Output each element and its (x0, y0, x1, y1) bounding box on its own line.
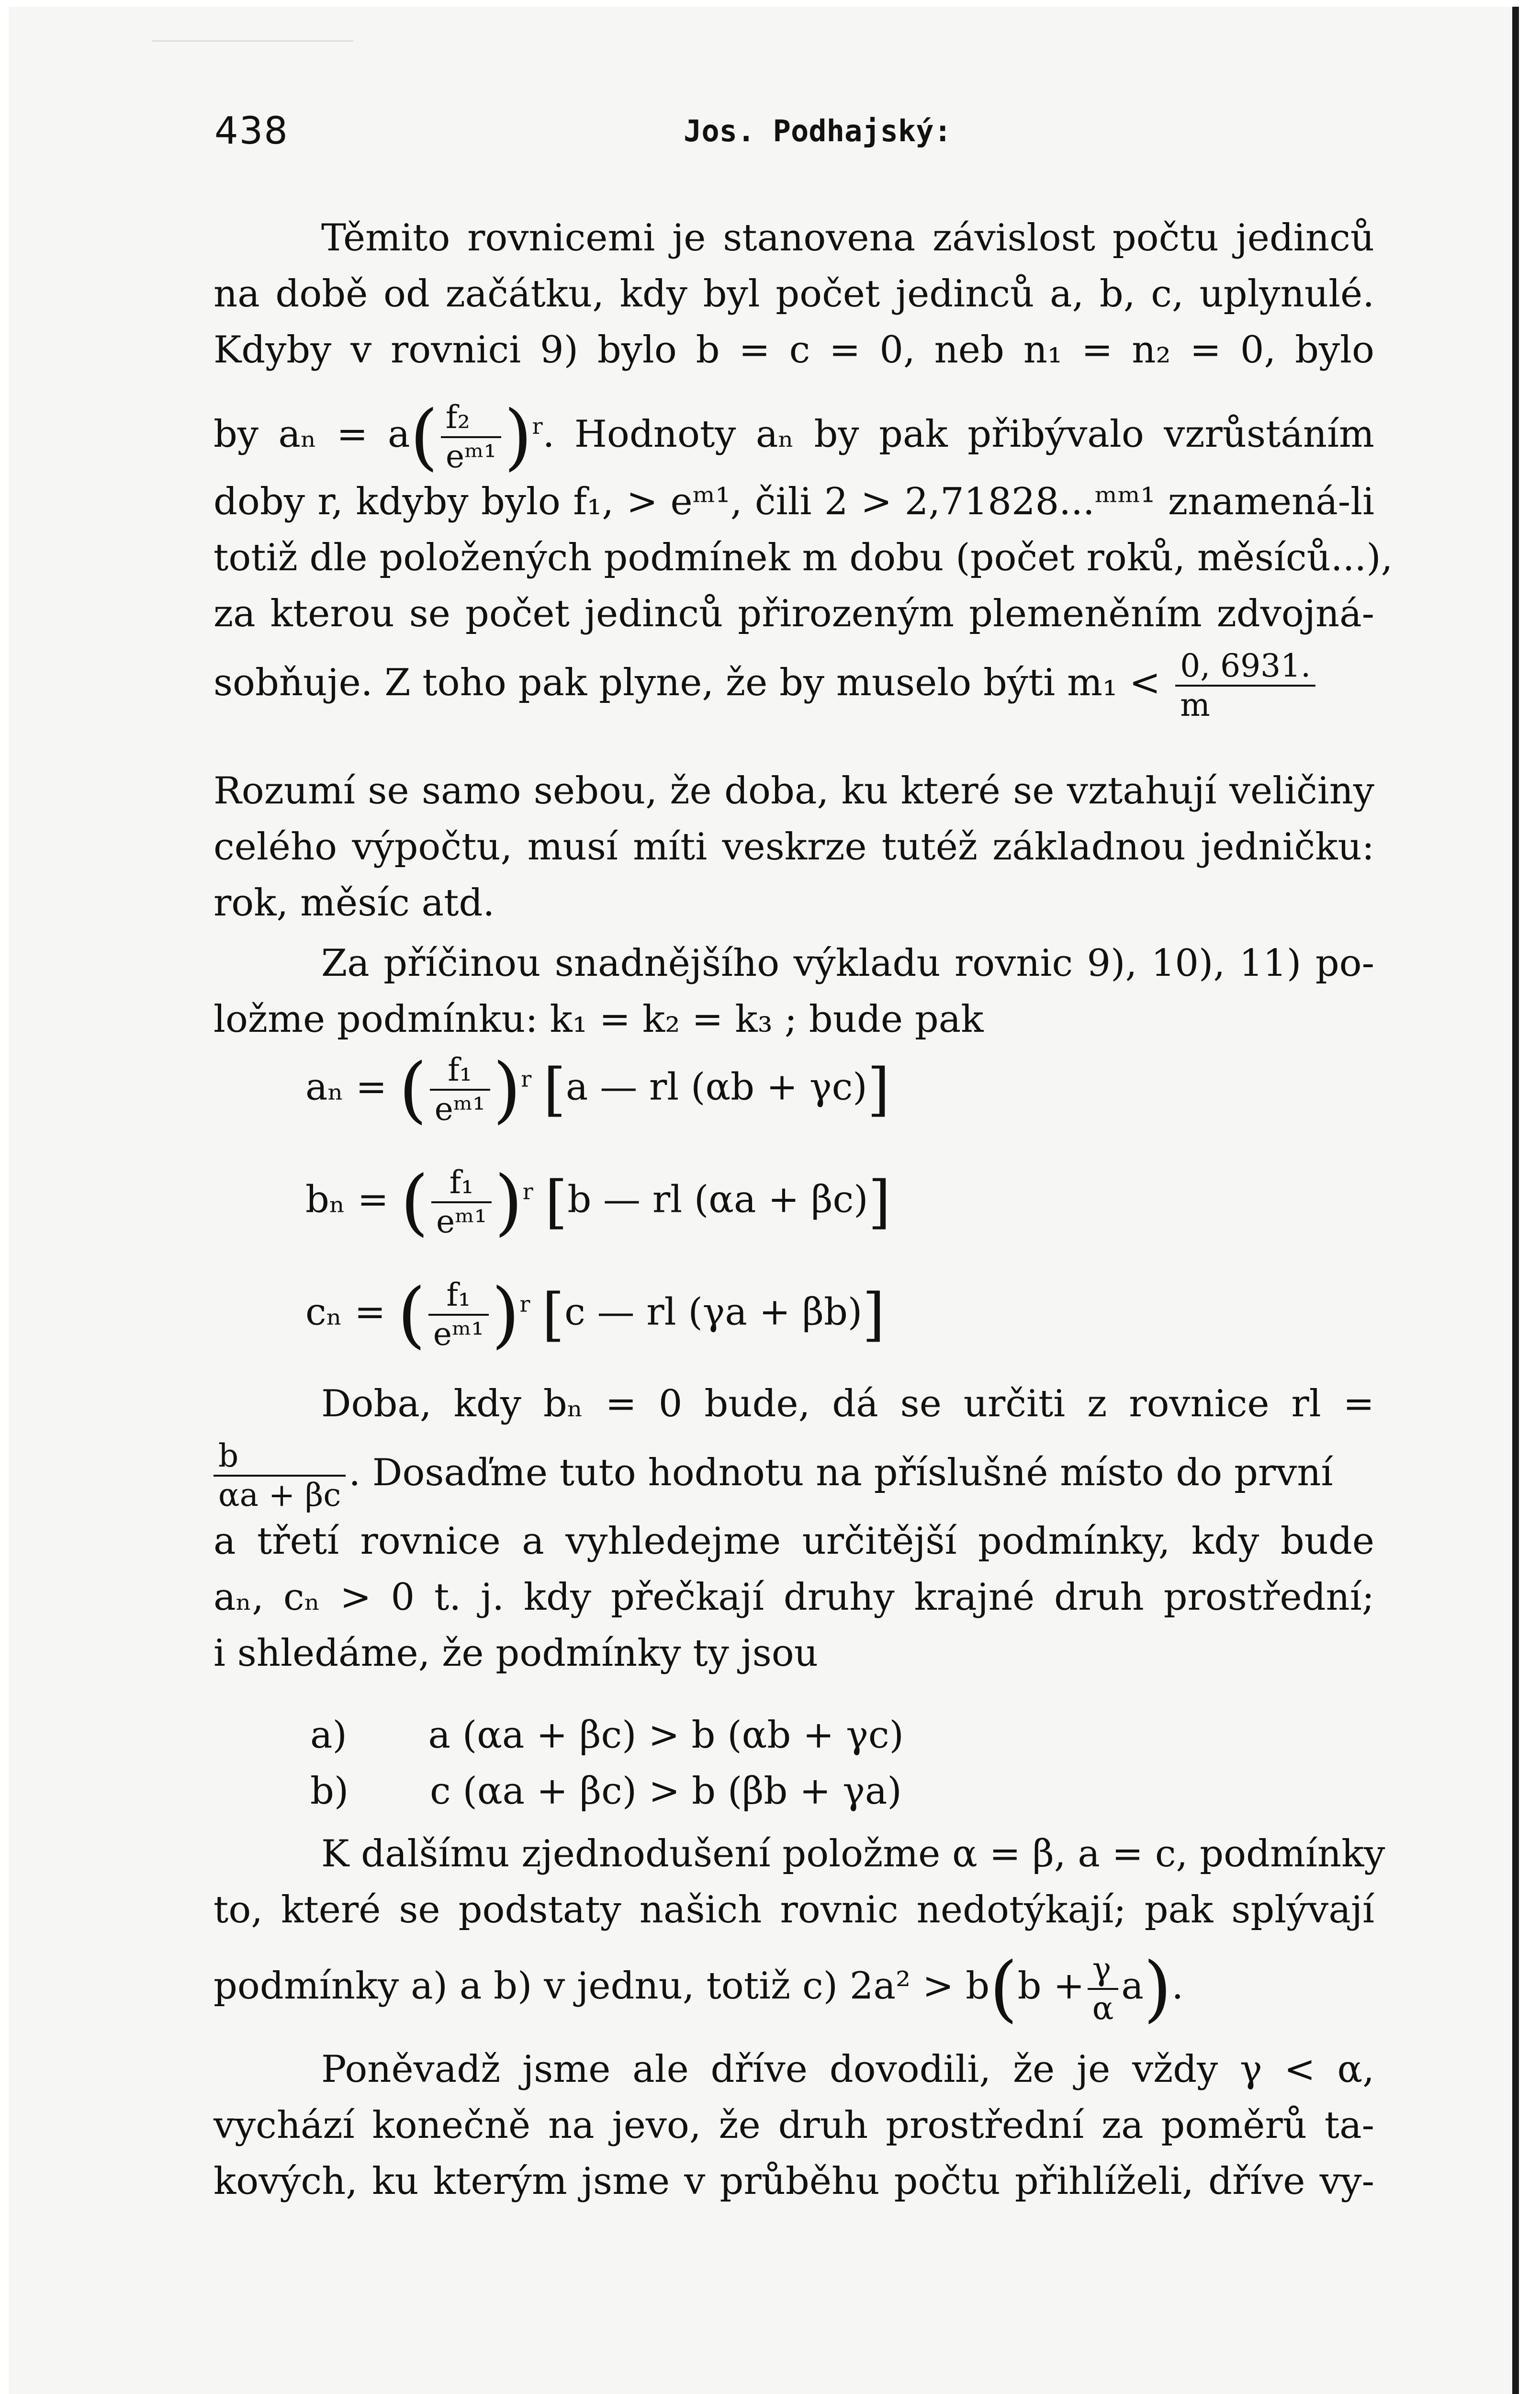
text-line-formula (214, 1938, 1374, 2034)
fraction-denominator: α (1092, 1989, 1114, 2027)
paren-close: ) (504, 395, 532, 479)
fraction-numerator: γ (1088, 1954, 1119, 1990)
condition-text: a (αa + βc) > b (αb + γc) (428, 1714, 904, 1757)
fraction-denominator: eᵐ¹ (446, 438, 497, 475)
paren-open: ( (397, 1273, 426, 1356)
paren-close: ) (493, 1048, 521, 1131)
condition-label: a) (310, 1714, 347, 1757)
paragraph-6 (214, 2042, 1374, 2210)
condition-label: b) (310, 1770, 349, 1813)
formula-suffix: . (1171, 1965, 1184, 2008)
paren-open: ( (400, 1161, 429, 1244)
scanned-page (9, 7, 1519, 2394)
equation-lhs: aₙ = (305, 1065, 387, 1109)
exponent: r (522, 1178, 533, 1205)
fraction-denominator: m (1180, 686, 1210, 723)
text-line: vychází konečně na jevo, že druh prostřední za poměrů ta- (214, 2104, 1374, 2147)
condition-text: c (αa + βc) > b (βb + γa) (429, 1770, 902, 1813)
fraction (214, 1437, 346, 1513)
paragraph-1 (214, 210, 1393, 723)
bracket-close: ] (867, 1056, 890, 1123)
bracket-open: [ (543, 1056, 566, 1123)
fraction-denominator: αa + βc (218, 1476, 341, 1513)
formula-inner: b + (1017, 1965, 1085, 2008)
text-line: za kterou se počet jedinců přirozeným plemeněním zdvojná- (214, 592, 1374, 635)
fraction (441, 398, 501, 475)
paren-close: ) (495, 1161, 523, 1244)
formula-prefix: podmínky a) a b) v jednu, totiž c) 2a² > b (214, 1965, 990, 2008)
bracket-close: ] (868, 1169, 891, 1236)
exponent: r (519, 1291, 530, 1317)
equation-c (305, 1273, 885, 1356)
text-line: kových, ku kterým jsme v průběhu počtu přihlíželi, dříve vy- (214, 2160, 1374, 2203)
text-line: Poněvadž jsme ale dříve dovodili, že je vždy γ < α, (321, 2048, 1374, 2091)
text-line: i shledáme, že podmínky ty jsou (214, 1632, 819, 1675)
fraction (431, 1164, 492, 1240)
exponent: r (532, 413, 543, 439)
exponent: r (521, 1066, 532, 1092)
fraction-denominator: eᵐ¹ (433, 1316, 484, 1353)
text-line: K dalšímu zjednodušení položme α = β, a = c, podmínky (321, 1832, 1385, 1875)
formula-prefix: sobňuje. Z toho pak plyne, že by muselo býti m₁ < (214, 661, 1161, 704)
text-line: rok, měsíc atd. (214, 881, 495, 925)
bracket-open: [ (545, 1169, 568, 1236)
equation-b (305, 1161, 890, 1244)
condition-a (310, 1714, 904, 1757)
equation-body: a — rl (αb + γc) (565, 1065, 867, 1109)
fraction-denominator: eᵐ¹ (436, 1203, 487, 1240)
fraction-numerator: f₁ (428, 1279, 489, 1316)
formula-suffix: . Hodnoty aₙ by pak přibývalo vzrůstáním (542, 413, 1374, 456)
bracket-close: ] (862, 1281, 885, 1348)
text-line: Rozumí se samo sebou, že doba, ku které se vztahují veličiny (214, 769, 1374, 813)
paren-open: ( (989, 1947, 1018, 2031)
bracket-open: [ (542, 1281, 565, 1348)
text-line: a třetí rovnice a vyhledejme určitější podmínky, kdy bude (214, 1520, 1374, 1563)
fraction (1088, 1950, 1119, 2027)
paragraph-3 (214, 936, 1374, 1048)
text-line: celého výpočtu, musí míti veskrze tutéž základnou jedničku: (214, 825, 1374, 869)
condition-b (310, 1770, 902, 1813)
text-line: na době od začátku, kdy byl počet jedinců a, b, c, uplynulé. (214, 272, 1374, 316)
equation-lhs: bₙ = (305, 1178, 389, 1221)
fraction-denominator: eᵐ¹ (434, 1091, 485, 1128)
formula-suffix: . Dosaďme tuto hodnotu na příslušné místo do první (348, 1451, 1333, 1494)
text-line: doby r, kdyby bylo f₁, > eᵐ¹, čili 2 > 2,71828...ᵐᵐ¹ znamená-li (214, 480, 1374, 523)
equation-body: b — rl (αa + βc) (567, 1178, 868, 1221)
fraction (428, 1276, 489, 1353)
paragraph-2 (214, 763, 1374, 931)
paren-open: ( (410, 395, 438, 479)
text-line-formula (214, 642, 1374, 723)
text-line: Za příčinou snadnějšího výkladu rovnic 9), 10), 11) po- (321, 942, 1374, 985)
fraction-numerator: b (214, 1440, 346, 1477)
fraction-numerator: f₁ (430, 1054, 490, 1091)
equation-a (305, 1048, 890, 1131)
text-line: Těmito rovnicemi je stanovena závislost počtu jedinců (321, 216, 1374, 260)
paren-close: ) (1143, 1947, 1172, 2031)
fraction (430, 1051, 490, 1128)
text-line-formula (214, 1432, 1374, 1513)
paren-close: ) (491, 1273, 520, 1356)
fraction-numerator: f₁ (431, 1167, 492, 1203)
text-line-formula (214, 378, 1374, 479)
text-line: to, které se podstaty našich rovnic nedotýkají; pak splývají (214, 1888, 1374, 1931)
page-header (214, 110, 1373, 162)
text-line: totiž dle položených podmínek m dobu (počet roků, měsíců...), (214, 536, 1393, 579)
running-head: Jos. Podhajský: (684, 113, 952, 148)
scan-artifact (152, 40, 353, 85)
paragraph-5 (214, 1826, 1385, 2034)
paren-open: ( (399, 1048, 427, 1131)
text-line: Doba, kdy bₙ = 0 bude, dá se určiti z rovnice rl = (321, 1382, 1374, 1425)
formula-prefix: by aₙ = a (214, 413, 410, 456)
paragraph-4 (214, 1376, 1374, 1682)
text-line: aₙ, cₙ > 0 t. j. kdy přečkají druhy krajné druh prostřední; (214, 1576, 1374, 1619)
fraction-numerator: f₂ (441, 402, 501, 438)
page-number: 438 (214, 110, 289, 153)
formula-inner: a (1121, 1965, 1144, 2008)
text-line: ložme podmínku: k₁ = k₂ = k₃ ; bude pak (214, 998, 984, 1041)
equation-lhs: cₙ = (305, 1290, 386, 1334)
text-line: Kdyby v rovnici 9) bylo b = c = 0, neb n₁ = n₂ = 0, bylo (214, 328, 1374, 372)
fraction-numerator: 0, 6931. (1175, 650, 1315, 687)
fraction (1175, 647, 1315, 723)
equation-body: c — rl (γa + βb) (564, 1290, 863, 1334)
